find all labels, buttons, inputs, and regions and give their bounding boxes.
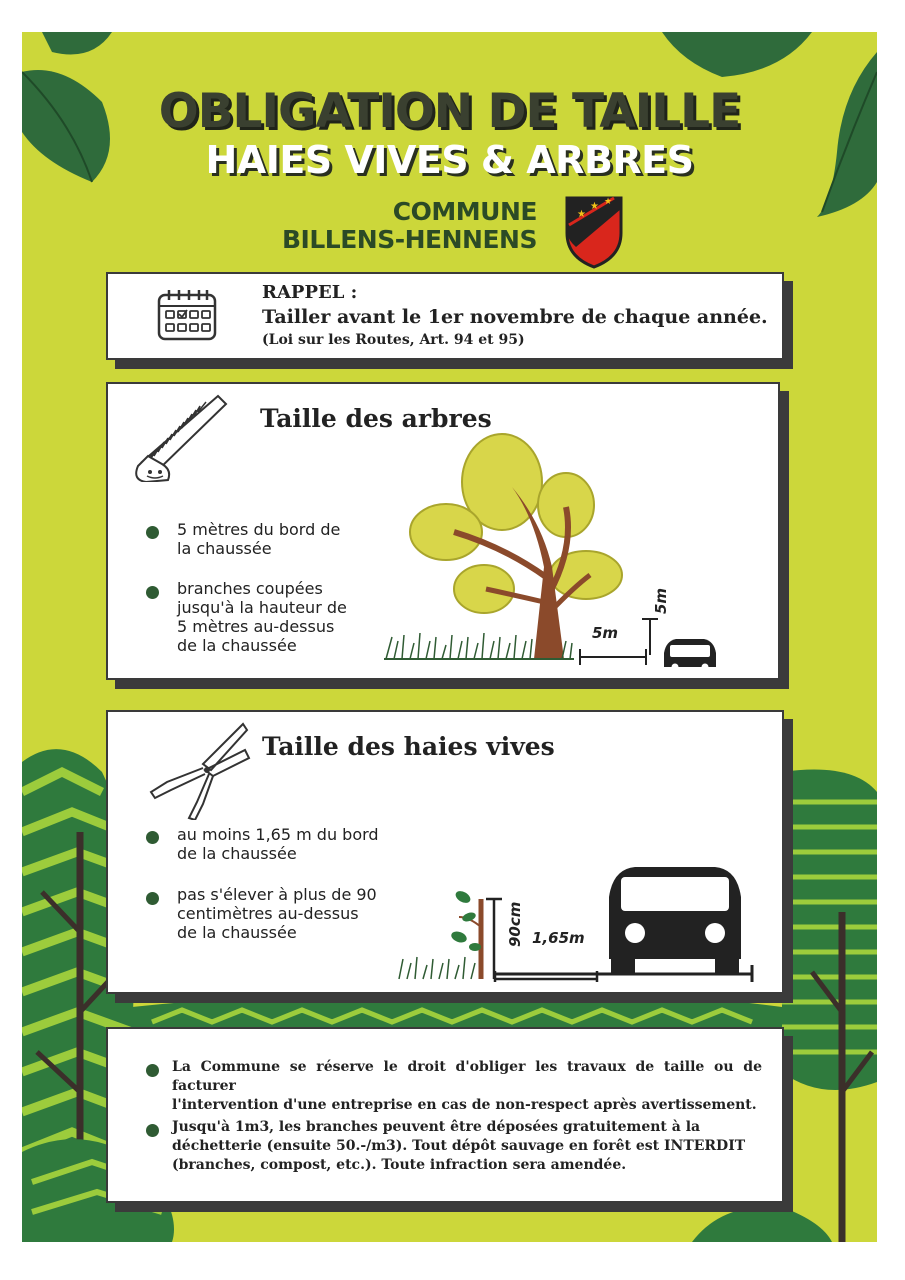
haies-bullet-2: pas s'élever à plus de 90 centimètres au-dessus de la chaussée	[177, 885, 377, 942]
commune-line2: BILLENS-HENNENS	[282, 225, 537, 254]
arbres-bullet-1: 5 mètres du bord de la chaussée	[177, 520, 341, 558]
notes-bullet-1-dot	[146, 1064, 159, 1077]
notes-bullet-2-dot	[146, 1124, 159, 1137]
haies-bullet-2-dot	[146, 892, 159, 905]
haies-bullet-1-dot	[146, 831, 159, 844]
tree-road-illustration	[384, 427, 759, 667]
svg-text:★: ★	[577, 209, 586, 220]
haies-dim-horizontal: 1,65m	[532, 929, 585, 947]
commune-line1: COMMUNE	[392, 197, 537, 226]
arbres-bullet-2-dot	[146, 586, 159, 599]
coat-of-arms-icon	[564, 195, 624, 269]
hedge-road-illustration	[397, 847, 757, 982]
arbres-dim-vertical: 5m	[652, 587, 670, 614]
arbres-bullet-2: branches coupées jusqu'à la hauteur de 5 mètres au-dessus de la chaussée	[177, 579, 347, 655]
car-icon-small	[664, 639, 716, 667]
haies-bullet-1: au moins 1,65 m du bord de la chaussée	[177, 825, 379, 863]
title-sub: HAIES VIVES & ARBRES	[205, 138, 694, 182]
notes-item-1: La Commune se réserve le droit d'obliger les travaux de taille ou de facturer l'intervention d'une entreprise en cas de non-respect après avertissement.	[172, 1059, 762, 1113]
rappel-law: (Loi sur les Routes, Art. 94 et 95)	[262, 332, 525, 348]
calendar-icon	[157, 289, 217, 341]
poster-background	[22, 32, 877, 1242]
rappel-label: RAPPEL :	[262, 282, 358, 303]
commune-name	[282, 198, 537, 254]
leaf-top-right	[662, 32, 812, 77]
title-main: OBLIGATION DE TAILLE	[158, 84, 741, 139]
arbres-bullet-1-dot	[146, 526, 159, 539]
arbres-dim-horizontal: 5m	[592, 624, 619, 642]
notes-item-2: Jusqu'à 1m3, les branches peuvent être déposées gratuitement à la déchetterie (ensuite 50.-/m3). Tout dépôt sauvage en forêt est INTERDIT (branches, compost, etc.). Toute infraction sera amendée.	[172, 1119, 746, 1173]
svg-text:★: ★	[590, 201, 599, 212]
haies-title: Taille des haies vives	[262, 732, 555, 761]
haies-dim-vertical: 90cm	[506, 901, 524, 947]
svg-text:★: ★	[604, 197, 613, 207]
leaf-bottom-right	[692, 1206, 832, 1242]
pruning-shears-icon	[147, 720, 252, 820]
arbres-title: Taille des arbres	[260, 404, 492, 433]
leaf-top-left-2	[42, 32, 112, 55]
tree-right-striped	[782, 770, 877, 1243]
rappel-text: Tailler avant le 1er novembre de chaque année.	[262, 306, 768, 328]
car-icon-large	[609, 867, 741, 975]
notes-card	[106, 1027, 784, 1203]
saw-icon	[130, 392, 230, 482]
